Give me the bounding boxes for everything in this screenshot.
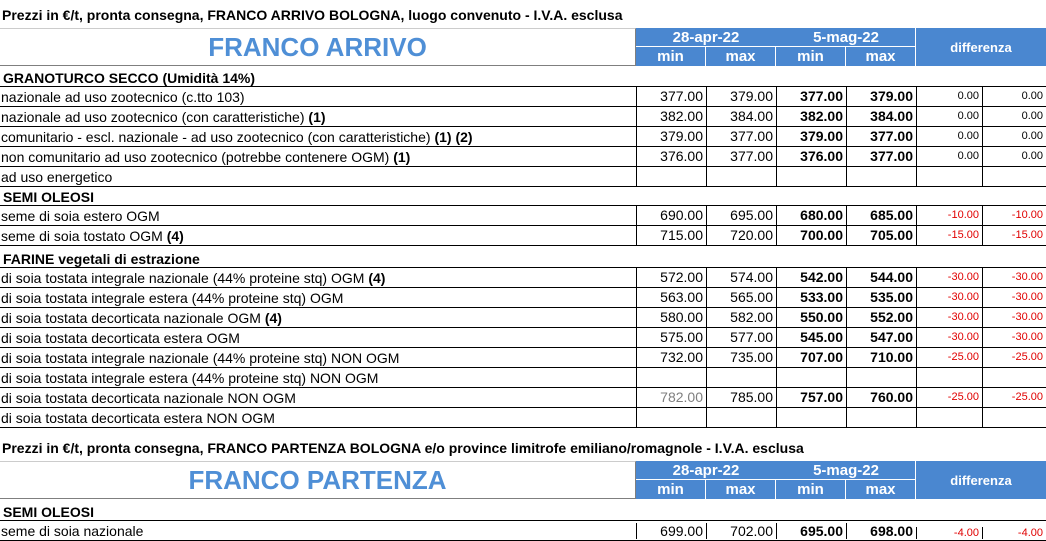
- value-diff-min: 0.00: [916, 87, 982, 106]
- value-diff-max: 0.00: [982, 107, 1046, 126]
- table-row: [0, 408, 1046, 428]
- value-max-old: 695.00: [706, 206, 776, 225]
- value-max-new: 384.00: [846, 107, 916, 126]
- value-diff-min: -30.00: [916, 268, 982, 287]
- row-note: (1): [308, 109, 326, 125]
- row-label: [1, 270, 385, 286]
- row-note: (4): [368, 270, 386, 286]
- row-label-text: di soia tostata decorticata estera OGM: [1, 330, 240, 346]
- row-label: [1, 228, 184, 244]
- value-min-new: 700.00: [776, 226, 846, 245]
- value-diff-min: [916, 368, 982, 387]
- table-row: [0, 388, 1046, 408]
- value-min-old: 376.00: [636, 147, 706, 166]
- value-min-old: 580.00: [636, 308, 706, 327]
- max-header-2: max: [846, 47, 916, 66]
- value-diff-max: 0.00: [982, 87, 1046, 106]
- value-min-old: 379.00: [636, 127, 706, 146]
- table-row: [0, 308, 1046, 328]
- row-label: [1, 330, 240, 346]
- caption-franco-arrivo: Prezzi in €/t, pronta consegna, FRANCO ARRIVO BOLOGNA, luogo convenuto - I.V.A. esclusa: [2, 7, 623, 23]
- value-max-new: 760.00: [846, 388, 916, 407]
- row-label: [1, 390, 296, 406]
- value-max-new: 710.00: [846, 348, 916, 367]
- value-max-new: 377.00: [846, 147, 916, 166]
- row-label-text: di soia tostata integrale estera (44% proteine stq) OGM: [1, 290, 344, 306]
- value-diff-max: [982, 368, 1046, 387]
- table-row: [0, 328, 1046, 348]
- value-diff-max: [982, 408, 1046, 427]
- value-max-new: 379.00: [846, 87, 916, 106]
- value-max-new: 535.00: [846, 288, 916, 307]
- value-min-new: 382.00: [776, 107, 846, 126]
- value-min-old: 715.00: [636, 226, 706, 245]
- row-label: [1, 370, 378, 386]
- table-row: [0, 521, 1046, 541]
- value-diff-max: -30.00: [982, 308, 1046, 327]
- row-label-text: di soia tostata decorticata nazionale OGM: [1, 310, 265, 326]
- row-label-text: seme di soia estero OGM: [1, 208, 160, 224]
- value-max-new: 698.00: [846, 523, 916, 539]
- value-min-old: 699.00: [636, 523, 706, 539]
- value-max-old: 720.00: [706, 226, 776, 245]
- value-diff-min: -30.00: [916, 288, 982, 307]
- value-diff-min: -10.00: [916, 206, 982, 225]
- max-header-1: max: [706, 47, 776, 66]
- value-diff-max: -10.00: [982, 206, 1046, 225]
- value-min-old: 782.00: [636, 388, 706, 407]
- value-max-old: [706, 408, 776, 427]
- value-min-new: [776, 408, 846, 427]
- row-label: [1, 208, 160, 224]
- value-max-old: 735.00: [706, 348, 776, 367]
- date-header-3: 28-apr-22: [672, 461, 740, 479]
- row-note: (4): [264, 310, 282, 326]
- value-diff-min: 0.00: [916, 127, 982, 146]
- table-row: [0, 348, 1046, 368]
- value-min-new: 379.00: [776, 127, 846, 146]
- value-diff-max: -25.00: [982, 348, 1046, 367]
- row-label: [1, 310, 282, 326]
- value-min-new: 550.00: [776, 308, 846, 327]
- value-max-old: 582.00: [706, 308, 776, 327]
- min-header-3: min: [636, 480, 706, 499]
- max-header-4: max: [846, 480, 916, 499]
- value-max-new: 544.00: [846, 268, 916, 287]
- table-row: [0, 127, 1046, 147]
- value-min-old: 377.00: [636, 87, 706, 106]
- value-max-old: 702.00: [706, 523, 776, 539]
- title-franco-arrivo: FRANCO ARRIVO: [0, 28, 636, 66]
- value-max-old: 379.00: [706, 87, 776, 106]
- row-label: seme di soia nazionale: [1, 523, 144, 539]
- row-label: [1, 169, 112, 185]
- value-diff-max: -4.00: [982, 527, 1046, 539]
- value-min-new: 377.00: [776, 87, 846, 106]
- value-max-new: [846, 167, 916, 186]
- row-label-text: comunitario - escl. nazionale - ad uso zootecnico (con caratteristiche): [1, 129, 435, 145]
- table-row: [0, 87, 1046, 107]
- caption-franco-partenza: Prezzi in €/t, pronta consegna, FRANCO PARTENZA BOLOGNA e/o province limitrofe emiliano/romagnole - I.V.A. esclusa: [2, 440, 804, 456]
- value-diff-min: -15.00: [916, 226, 982, 245]
- date-header-2: 5-mag-22: [813, 28, 879, 46]
- value-max-old: [706, 368, 776, 387]
- title-franco-partenza: FRANCO PARTENZA: [0, 461, 636, 499]
- row-note: (1) (2): [434, 129, 473, 145]
- value-diff-max: -15.00: [982, 226, 1046, 245]
- row-note: (4): [166, 228, 184, 244]
- value-diff-max: -30.00: [982, 328, 1046, 347]
- value-max-new: 547.00: [846, 328, 916, 347]
- row-label-text: ad uso energetico: [1, 169, 113, 185]
- value-diff-min: [916, 167, 982, 186]
- value-diff-min: 0.00: [916, 107, 982, 126]
- row-label-text: di soia tostata decorticata nazionale NON OGM: [1, 390, 296, 406]
- date-header-1: 28-apr-22: [672, 28, 740, 46]
- value-min-old: 690.00: [636, 206, 706, 225]
- section-header: FARINE vegetali di estrazione: [0, 248, 1046, 268]
- value-diff-min: -30.00: [916, 328, 982, 347]
- row-label-text: seme di soia tostato OGM: [1, 228, 167, 244]
- row-label: [1, 149, 410, 165]
- value-max-new: 685.00: [846, 206, 916, 225]
- value-min-old: 382.00: [636, 107, 706, 126]
- value-max-new: [846, 408, 916, 427]
- row-label-text: di soia tostata decorticata estera NON OGM: [1, 410, 275, 426]
- row-label-text: di soia tostata integrale nazionale (44% proteine stq) NON OGM: [1, 350, 400, 366]
- table-row: [0, 167, 1046, 187]
- value-diff-max: 0.00: [982, 147, 1046, 166]
- value-diff-min: -25.00: [916, 348, 982, 367]
- value-diff-min: -4.00: [916, 527, 982, 539]
- value-min-new: 545.00: [776, 328, 846, 347]
- min-header-4: min: [776, 480, 846, 499]
- value-min-old: [636, 167, 706, 186]
- row-label: [1, 350, 399, 366]
- row-label: [1, 290, 343, 306]
- value-max-new: 377.00: [846, 127, 916, 146]
- value-min-old: [636, 408, 706, 427]
- value-max-new: [846, 368, 916, 387]
- value-max-new: 705.00: [846, 226, 916, 245]
- diff-header: differenza: [916, 28, 1046, 66]
- row-label-text: nazionale ad uso zootecnico (c.tto 103): [1, 89, 245, 105]
- value-min-new: [776, 368, 846, 387]
- min-header-1: min: [636, 47, 706, 66]
- value-min-new: 376.00: [776, 147, 846, 166]
- value-max-old: 574.00: [706, 268, 776, 287]
- value-diff-max: 0.00: [982, 127, 1046, 146]
- value-max-old: 577.00: [706, 328, 776, 347]
- value-min-old: 572.00: [636, 268, 706, 287]
- value-diff-max: [982, 167, 1046, 186]
- value-max-old: 565.00: [706, 288, 776, 307]
- diff-header-2: differenza: [916, 461, 1046, 499]
- row-label-text: di soia tostata integrale nazionale (44% proteine stq) OGM: [1, 270, 369, 286]
- value-max-old: 384.00: [706, 107, 776, 126]
- value-min-new: 695.00: [776, 523, 846, 539]
- value-max-new: 552.00: [846, 308, 916, 327]
- row-label: [1, 89, 245, 105]
- value-diff-max: -30.00: [982, 288, 1046, 307]
- min-header-2: min: [776, 47, 846, 66]
- value-min-new: 757.00: [776, 388, 846, 407]
- value-min-new: 707.00: [776, 348, 846, 367]
- table-row: [0, 288, 1046, 308]
- value-max-old: 377.00: [706, 127, 776, 146]
- value-min-old: 732.00: [636, 348, 706, 367]
- row-label: [1, 129, 473, 145]
- value-min-new: 542.00: [776, 268, 846, 287]
- table-row: [0, 107, 1046, 127]
- table-row: [0, 206, 1046, 226]
- table-row: [0, 226, 1046, 246]
- value-diff-max: -30.00: [982, 268, 1046, 287]
- row-label-text: non comunitario ad uso zootecnico (potrebbe contenere OGM): [1, 149, 394, 165]
- max-header-3: max: [706, 480, 776, 499]
- section-semi-oleosi-partenza: SEMI OLEOSI: [0, 501, 1046, 521]
- header-franco-partenza: [0, 461, 1046, 499]
- value-diff-min: -30.00: [916, 308, 982, 327]
- row-label: [1, 410, 275, 426]
- table-row: [0, 268, 1046, 288]
- value-max-old: 785.00: [706, 388, 776, 407]
- value-diff-max: -25.00: [982, 388, 1046, 407]
- value-min-new: [776, 167, 846, 186]
- value-min-old: [636, 368, 706, 387]
- value-max-old: [706, 167, 776, 186]
- date-header-1-span: [636, 28, 916, 47]
- row-label: [1, 109, 326, 125]
- date-header-4: 5-mag-22: [813, 461, 879, 479]
- date-header-span-2: [636, 461, 916, 480]
- value-diff-min: -25.00: [916, 388, 982, 407]
- section-header: SEMI OLEOSI: [0, 186, 1046, 206]
- value-min-new: 680.00: [776, 206, 846, 225]
- row-note: (1): [393, 149, 411, 165]
- value-min-new: 533.00: [776, 288, 846, 307]
- section-header: GRANOTURCO SECCO (Umidità 14%): [0, 67, 1046, 87]
- header-franco-arrivo: [0, 28, 1046, 66]
- value-diff-min: [916, 408, 982, 427]
- value-min-old: 563.00: [636, 288, 706, 307]
- value-diff-min: 0.00: [916, 147, 982, 166]
- row-label-text: di soia tostata integrale estera (44% proteine stq) NON OGM: [1, 370, 379, 386]
- table-row: [0, 147, 1046, 167]
- row-label-text: nazionale ad uso zootecnico (con caratteristiche): [1, 109, 309, 125]
- table-row: [0, 368, 1046, 388]
- value-max-old: 377.00: [706, 147, 776, 166]
- value-min-old: 575.00: [636, 328, 706, 347]
